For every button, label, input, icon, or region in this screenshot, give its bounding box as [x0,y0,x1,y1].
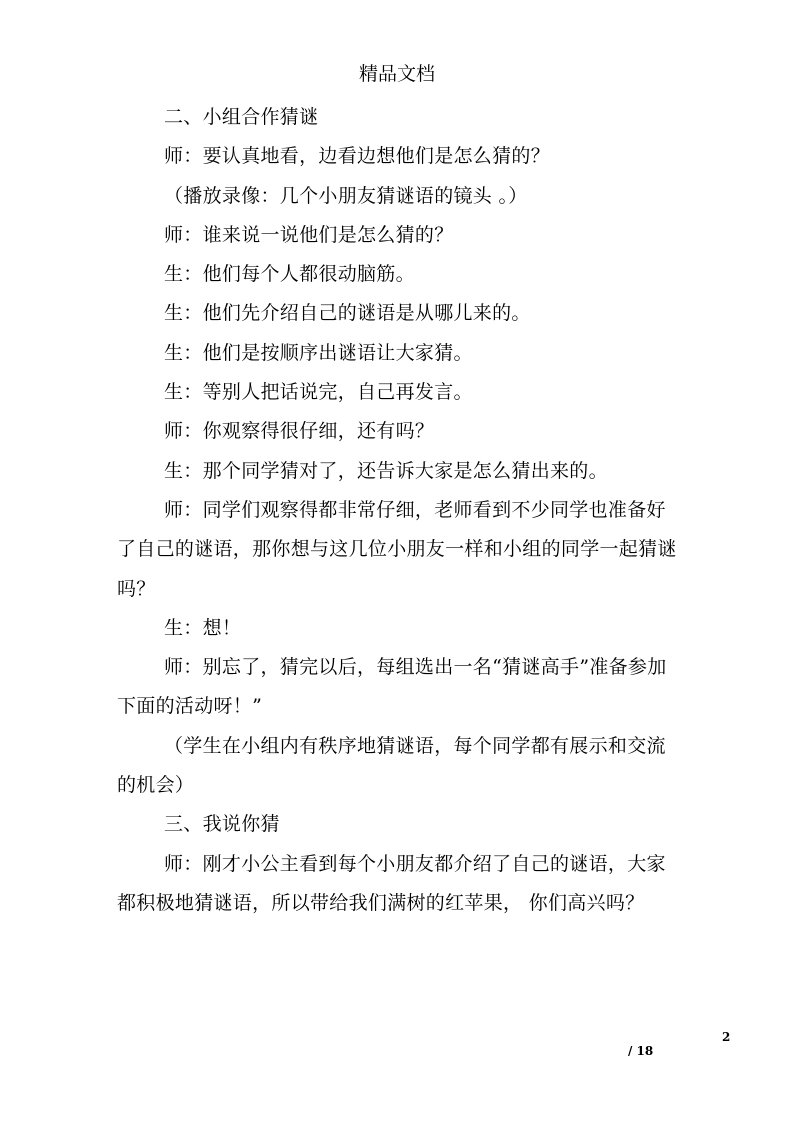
page-number: 2 [722,1030,731,1044]
paragraph: 生：他们每个人都很动脑筋。 [164,263,415,286]
document-body [117,98,677,923]
paragraph: 师：刚才小公主看到每个小朋友都介绍了自己的谜语，大家都积极地猜谜语，所以带给我们满树的红苹果， 你们高兴吗？ [117,852,666,914]
paragraph: 师：你观察得很仔细，还有吗？ [164,420,435,443]
paragraph: 生：想！ [164,616,242,639]
paragraph: 生：他们是按顺序出谜语让大家猜。 [164,341,473,364]
page-header-title: 精品文档 [358,63,435,85]
paragraph: 师：同学们观察得都非常仔细，老师看到不少同学也准备好了自己的谜语，那你想与这几位小朋友一样和小组的同学一起猜谜吗？ [117,498,677,600]
paragraph: 生：他们先介绍自己的谜语是从哪儿来的。 [164,302,531,325]
page-total: / 18 [628,1044,654,1058]
paragraph: 生：那个同学猜对了，还告诉大家是怎么猜出来的。 [164,459,608,482]
paragraph: （播放录像：几个小朋友猜谜语的镜头 。） [164,184,528,207]
paragraph: 生：等别人把话说完，自己再发言。 [164,381,473,404]
paragraph: 师：谁来说一说他们是怎么猜的？ [164,223,454,246]
paragraph: 师：别忘了，猜完以后，每组选出一名“猜谜高手”准备参加下面的活动呀！” [117,656,667,718]
paragraph: （学生在小组内有秩序地猜谜语，每个同学都有展示和交流的机会） [117,734,666,797]
section-heading: 二、小组合作猜谜 [164,106,319,128]
section-heading: 三、我说你猜 [164,813,280,836]
paragraph: 师：要认真地看，边看边想他们是怎么猜的？ [164,145,551,168]
